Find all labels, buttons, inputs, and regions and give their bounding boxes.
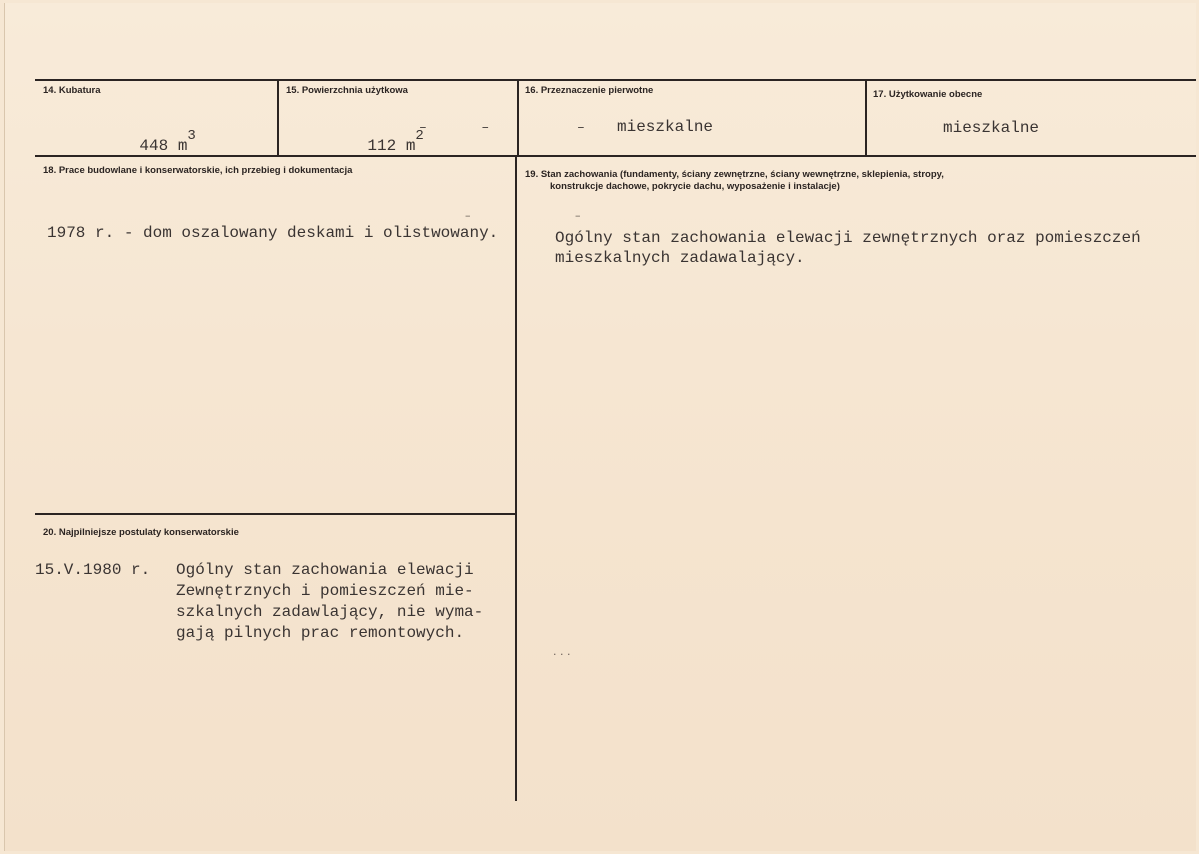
divider-16-17 [865, 79, 867, 156]
paper-speck: – [575, 209, 581, 222]
original-purpose-value: mieszkalne [617, 118, 714, 136]
row1-bottom-rule [35, 155, 1196, 157]
works-label: 18. Prace budowlane i konserwatorskie, ich przebieg i dokumentacja [43, 165, 353, 176]
usable-area-value: 112 m2 [367, 128, 424, 155]
kubatura-unit-exponent: 3 [187, 128, 196, 144]
current-use-label: 17. Użytkowanie obecne [873, 89, 983, 100]
postulates-text-line2: Zewnętrznych i pomieszczeń mie- [176, 582, 474, 600]
top-rule [35, 79, 1196, 81]
postulates-text-line1: Ogólny stan zachowania elewacji [176, 561, 474, 579]
usable-area-marks: – – [419, 120, 490, 135]
divider-14-15 [277, 79, 279, 156]
original-purpose-label: 16. Przeznaczenie pierwotne [525, 85, 654, 96]
kubatura-label: 14. Kubatura [43, 85, 101, 96]
box18-bottom-rule [35, 513, 515, 515]
postulates-date: 15.V.1980 r. [35, 561, 151, 579]
condition-text-line2: mieszkalnych zadawalający. [555, 249, 805, 267]
postulates-text-line4: gają pilnych prac remontowych. [176, 624, 465, 642]
current-use-value: mieszkalne [943, 119, 1040, 137]
condition-label-line1: 19. Stan zachowania (fundamenty, ściany zewnętrzne, ściany wewnętrzne, sklepienia, stropy, [525, 169, 944, 180]
usable-area-unit-exponent: 2 [415, 128, 424, 144]
paper-speck: – [465, 209, 471, 222]
condition-text-line1: Ogólny stan zachowania elewacji zewnętrznych oraz pomieszczeń [555, 229, 1141, 247]
kubatura-value: 448 m3 [139, 128, 196, 155]
original-purpose-dash: – [577, 120, 585, 135]
postulates-text-line3: szkalnych zadawlający, nie wyma- [176, 603, 484, 621]
record-card [4, 3, 1196, 851]
works-text: 1978 r. - dom oszalowany deskami i olistwowany. [47, 224, 499, 242]
usable-area-label: 15. Powierzchnia użytkowa [286, 85, 408, 96]
paper-speck: · · · [553, 648, 571, 661]
condition-label-line2: konstrukcje dachowe, pokrycie dachu, wyposażenie i instalacje) [550, 181, 840, 192]
main-vertical-divider [515, 155, 517, 801]
divider-15-16 [517, 79, 519, 156]
postulates-label: 20. Najpilniejsze postulaty konserwatorskie [43, 527, 239, 538]
